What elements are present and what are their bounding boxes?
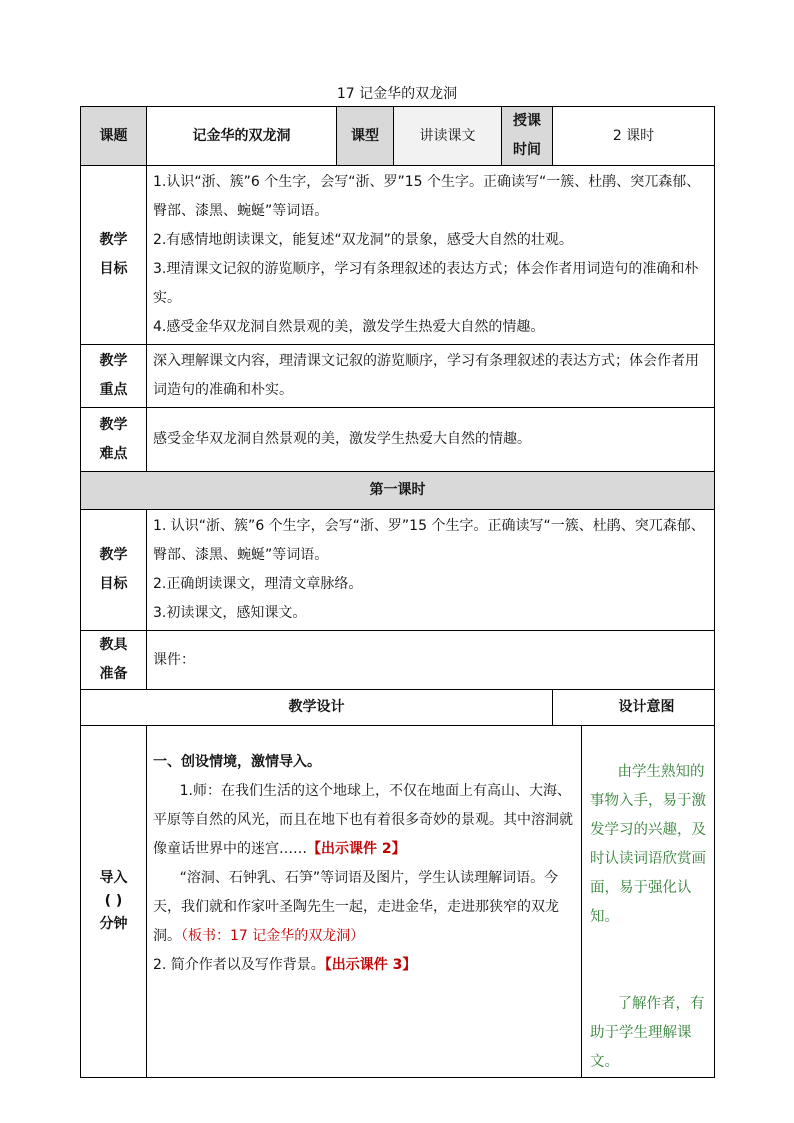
courseware-tag-2: 【出示课件 2】	[307, 841, 406, 857]
time-label-line-2: 时间	[513, 142, 541, 158]
stage-label-line-1: 导入	[99, 870, 128, 886]
time-label-line-1: 授课	[513, 113, 541, 129]
design-header-row	[81, 690, 715, 726]
tools-content: 课件：	[147, 631, 715, 690]
difficulty-row	[81, 408, 715, 472]
first-lesson-goals-label-line-2: 目标	[99, 576, 128, 592]
step-2	[153, 951, 577, 980]
design-body-row	[81, 726, 715, 1078]
first-lesson-goals-label	[81, 510, 147, 631]
focus-content: 深入理解课文内容，理清课文记叙的游览顺序，学习有条理叙述的表达方式；体会作者用词造句的准确和朴实。	[147, 345, 715, 408]
goal-line-3: 3.理清课文记叙的游览顺序，学习有条理叙述的表达方式；体会作者用词造句的准确和朴实。	[153, 261, 699, 306]
focus-label-line-2: 重点	[99, 382, 128, 398]
first-lesson-title: 第一课时	[81, 472, 715, 510]
tools-label-line-1: 教具	[99, 637, 128, 653]
header-row	[81, 107, 715, 166]
document-title: 17 记金华的双龙洞	[336, 86, 458, 102]
goal-line-4: 4.感受金华双龙洞自然景观的美，激发学生热爱大自然的情趣。	[153, 319, 545, 335]
difficulty-content: 感受金华双龙洞自然景观的美，激发学生热爱大自然的情趣。	[147, 408, 715, 472]
step-2-text: 2. 简介作者以及写作背景。	[153, 957, 325, 973]
tools-label-line-2: 准备	[99, 666, 128, 682]
tools-row	[81, 631, 715, 690]
step-1-title: 一、创设情境，激情导入。	[153, 754, 321, 770]
goals-label-line-2: 目标	[99, 261, 128, 277]
step-1-paragraph-2	[153, 864, 577, 951]
focus-row	[81, 345, 715, 408]
type-label: 课型	[337, 107, 394, 166]
first-goal-line-1: 1. 认识“浙、簇”6 个生字，会写“浙、罗”15 个生字。正确读写“一簇、杜鹃、突兀森郁、臀部、漆黑、蜿蜒”等词语。	[153, 518, 705, 563]
step-1-paragraph-1	[153, 777, 577, 864]
focus-label	[81, 345, 147, 408]
stage-label-line-3: 分钟	[99, 916, 128, 932]
type-value: 讲读课文	[394, 107, 502, 166]
first-lesson-row	[81, 472, 715, 510]
difficulty-label-line-1: 教学	[99, 416, 128, 433]
difficulty-label-line-2: 难点	[99, 445, 128, 462]
intent-note-2: 了解作者，有助于学生理解课文。	[590, 996, 705, 1070]
intent-header: 设计意图	[553, 690, 715, 726]
intent-content	[582, 726, 715, 1078]
first-lesson-goals-row	[81, 510, 715, 631]
intent-note-1: 由学生熟知的事物入手，易于激发学习的兴趣，及时认读词语欣赏画面，易于强化认知。	[590, 764, 706, 925]
design-header: 教学设计	[81, 690, 553, 726]
first-goal-line-3: 3.初读课文，感知课文。	[153, 605, 307, 621]
tools-label	[81, 631, 147, 690]
first-goal-line-2: 2.正确朗读课文，理清文章脉络。	[153, 576, 363, 592]
topic-value: 记金华的双龙洞	[147, 107, 337, 166]
topic-label: 课题	[81, 107, 147, 166]
stage-label	[81, 726, 147, 1078]
difficulty-label	[81, 408, 147, 472]
goal-line-2: 2.有感情地朗读课文，能复述“双龙洞”的景象，感受大自然的壮观。	[153, 232, 573, 248]
goals-content	[147, 166, 715, 345]
first-lesson-goals-label-line-1: 教学	[99, 547, 128, 563]
board-note: （板书：17 记金华的双龙洞）	[181, 928, 365, 944]
goals-label	[81, 166, 147, 345]
lesson-plan-table	[80, 106, 715, 1078]
step-1-paragraph-1-text: 1.师：在我们生活的这个地球上，不仅在地面上有高山、大海、平原等自然的风光，而且在地下也有着很多奇妙的景观。其中溶洞就像童话世界中的迷宫……	[153, 783, 573, 857]
intent-spacer	[590, 932, 710, 990]
time-value: 2 课时	[553, 107, 715, 166]
goals-label-line-1: 教学	[99, 232, 128, 248]
time-label	[502, 107, 553, 166]
design-content	[147, 726, 582, 1078]
first-lesson-goals-content	[147, 510, 715, 631]
focus-label-line-1: 教学	[99, 353, 128, 369]
goal-line-1: 1.认识“浙、簇”6 个生字，会写“浙、罗”15 个生字。正确读写“一簇、杜鹃、突兀森郁、臀部、漆黑、蜿蜒”等词语。	[153, 174, 701, 219]
goals-row	[81, 166, 715, 345]
courseware-tag-3: 【出示课件 3】	[324, 957, 417, 973]
stage-label-line-2: ( )	[104, 893, 123, 909]
step-1-paragraph-2-text: “溶洞、石钟乳、石笋”等词语及图片，学生认读理解词语。今天，我们就和作家叶圣陶先生一起，走进金华，走进那狭窄的双龙洞。	[153, 870, 559, 944]
